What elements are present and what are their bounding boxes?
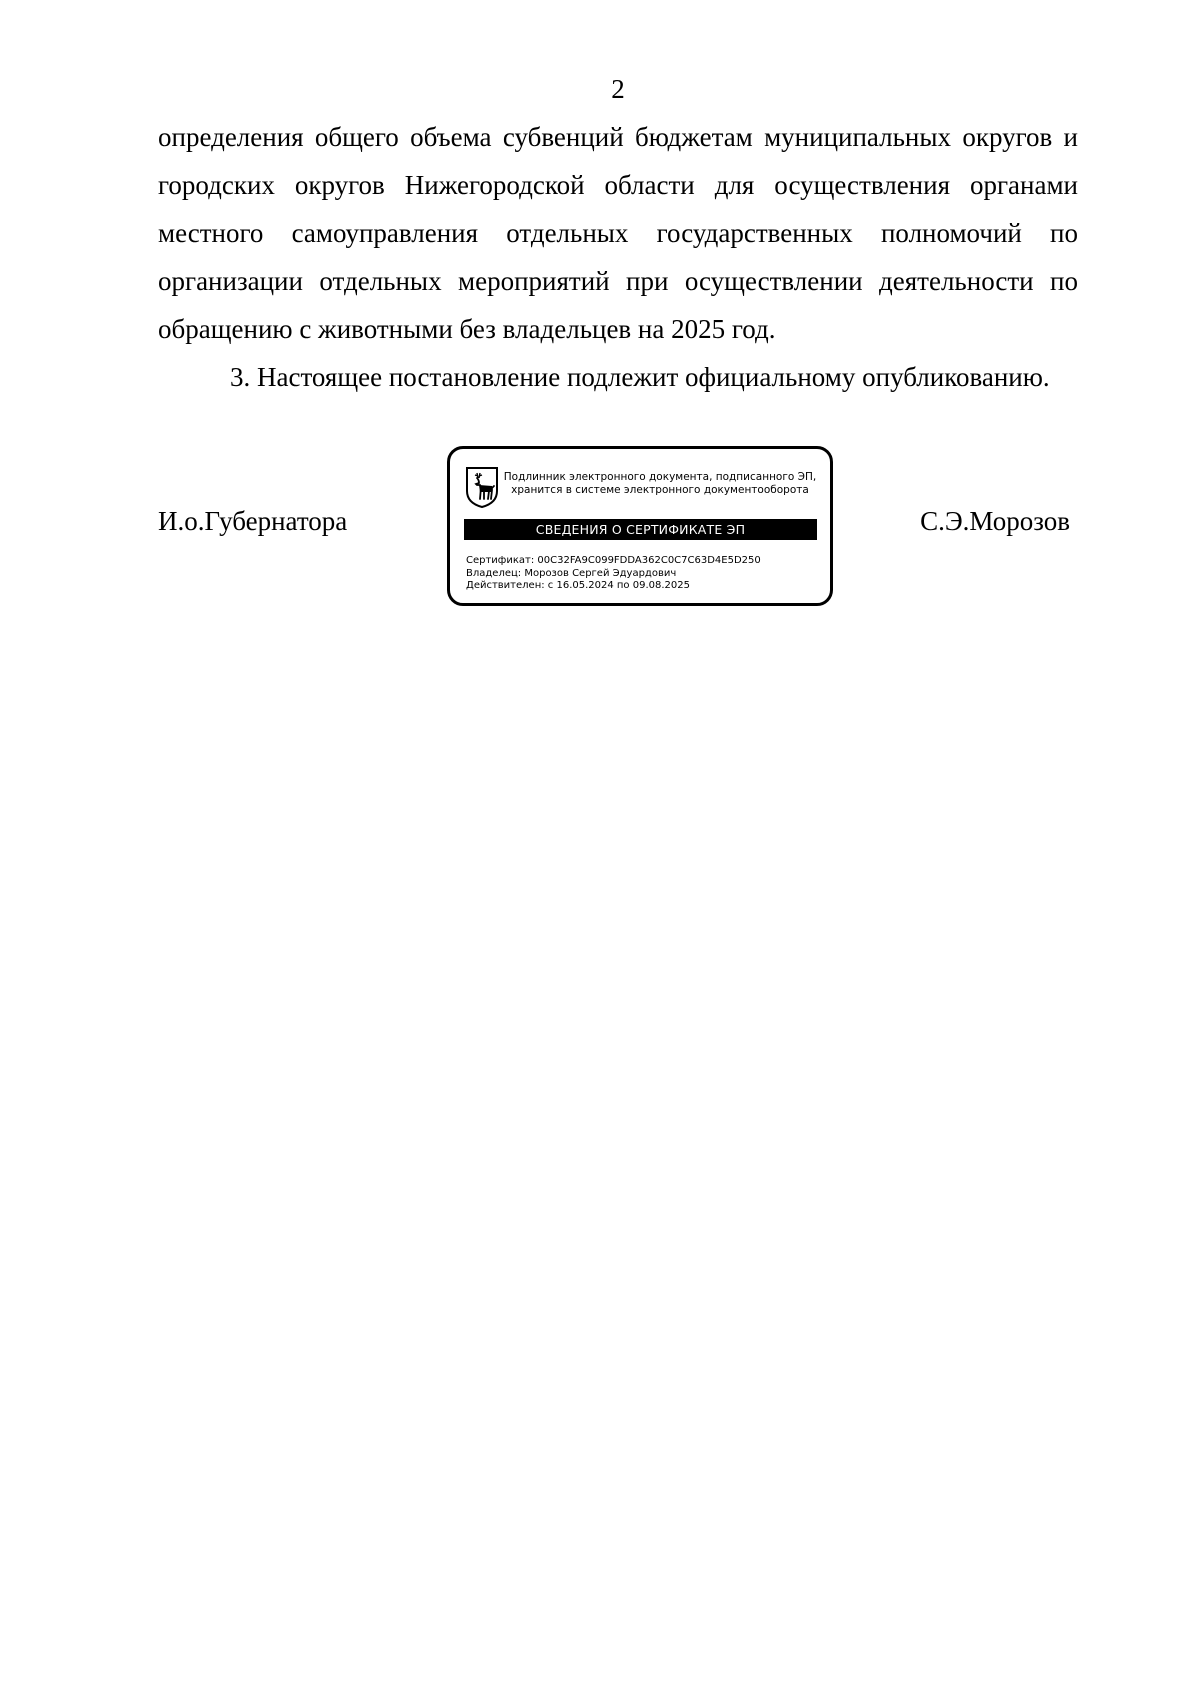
certificate-owner: Владелец: Морозов Сергей Эдуардович [466,567,677,579]
certificate-details [466,555,761,593]
publication-clause: 3. Настоящее постановление подлежит официальному опубликованию. [230,362,1050,392]
stamp-banner: СВЕДЕНИЯ О СЕРТИФИКАТЕ ЭП [464,519,817,540]
page-number: 2 [611,74,625,104]
certificate-validity: Действителен: с 16.05.2024 по 09.08.2025 [466,580,690,591]
signer-name: С.Э.Морозов [920,506,1070,536]
stamp-header-line: хранится в системе электронного документооборота [511,484,809,496]
stamp-header [500,471,820,497]
electronic-signature-stamp [447,446,833,606]
stamp-header-line: Подлинник электронного документа, подписанного ЭП, [503,471,817,483]
deer-emblem-icon [464,465,500,509]
signer-title: И.о.Губернатора [158,506,348,536]
certificate-number: Сертификат: 00C32FA9C099FDDA362C0C7C63D4E5D250 [466,555,761,566]
body-paragraph: определения общего объема субвенций бюджетам муниципальных округов и городских округов Нижегородской области для осуществления органами местного самоуправления отдельных государственных полномочий по организации отдельных мероприятий при осуществлении деятельности по обращению с животными без владельцев на 2025 год. [158,122,1078,344]
document-body [158,113,1078,401]
